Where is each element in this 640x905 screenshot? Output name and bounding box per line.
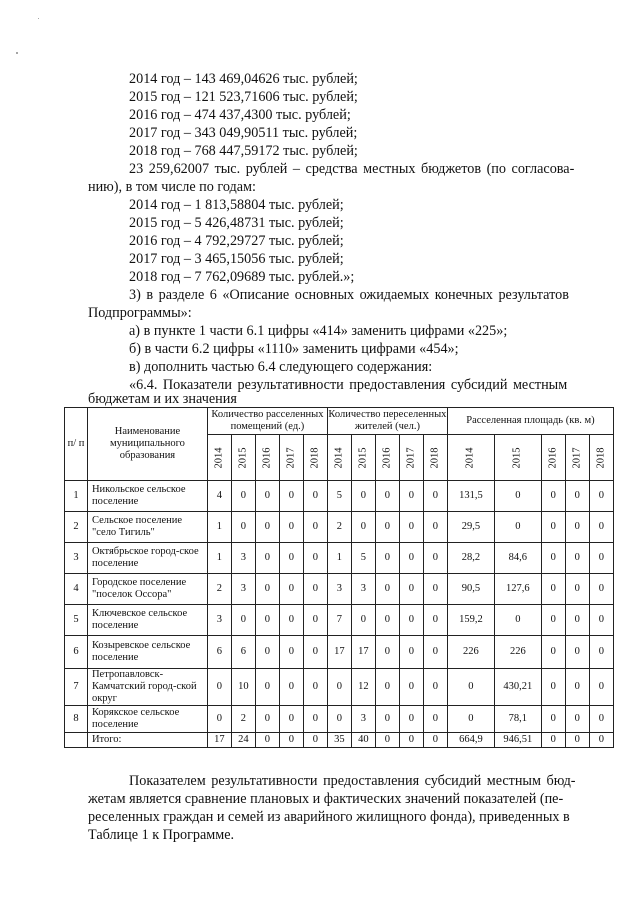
closing-line: Таблице 1 к Программе.: [88, 827, 235, 843]
value-cell: 0: [207, 706, 231, 733]
value-cell: 3: [327, 574, 351, 605]
value-cell: 0: [541, 574, 565, 605]
value-cell: 3: [231, 543, 255, 574]
table-row: [65, 481, 614, 512]
table-row: [65, 669, 614, 706]
municipality-name-cell: Корякское сельское поселение: [87, 706, 207, 733]
value-cell: 5: [351, 543, 375, 574]
year-header: 2017: [279, 435, 303, 481]
value-cell: 0: [541, 512, 565, 543]
value-cell: 0: [423, 669, 447, 706]
value-cell: 0: [399, 481, 423, 512]
value-cell: 0: [541, 605, 565, 636]
local-year-line: 2015 год – 5 426,48731 тыс. рублей;: [129, 215, 344, 231]
value-cell: 3: [351, 706, 375, 733]
value-cell: 0: [375, 669, 399, 706]
year-header: 2014: [327, 435, 351, 481]
value-cell: 0: [565, 512, 589, 543]
value-cell: 5: [327, 481, 351, 512]
value-cell: 3: [207, 605, 231, 636]
budget-year-line: 2018 год – 768 447,59172 тыс. рублей;: [129, 143, 358, 159]
value-cell: 0: [399, 574, 423, 605]
value-cell: 2: [207, 574, 231, 605]
value-cell: 0: [423, 636, 447, 669]
value-cell: 84,6: [494, 543, 541, 574]
value-cell: 0: [399, 706, 423, 733]
total-value-cell: 17: [207, 733, 231, 748]
value-cell: 0: [541, 706, 565, 733]
row-number-cell: 4: [65, 574, 88, 605]
value-cell: 127,6: [494, 574, 541, 605]
municipality-name-cell: Никольское сельское поселение: [87, 481, 207, 512]
value-cell: 0: [541, 636, 565, 669]
value-cell: 0: [231, 512, 255, 543]
total-value-cell: 0: [255, 733, 279, 748]
value-cell: 0: [494, 512, 541, 543]
closing-line: Показателем результативности предоставления субсидий местным бюд-: [129, 773, 576, 789]
section-3-line: Подпрограммы»:: [88, 305, 192, 321]
value-cell: 0: [207, 669, 231, 706]
total-value-cell: 0: [423, 733, 447, 748]
value-cell: 0: [255, 669, 279, 706]
year-header: 2016: [255, 435, 279, 481]
value-cell: 0: [375, 636, 399, 669]
value-cell: 4: [207, 481, 231, 512]
value-cell: 0: [255, 636, 279, 669]
value-cell: 0: [541, 543, 565, 574]
value-cell: 6: [231, 636, 255, 669]
municipality-name-cell: Городское поселение "поселок Оссора": [87, 574, 207, 605]
value-cell: 0: [565, 574, 589, 605]
value-cell: 0: [279, 574, 303, 605]
year-header: 2015: [351, 435, 375, 481]
table-heading: «6.4. Показатели результативности предоставления субсидий местным: [129, 377, 568, 393]
value-cell: 2: [327, 512, 351, 543]
value-cell: 0: [565, 605, 589, 636]
value-cell: 0: [565, 543, 589, 574]
municipality-name-cell: Козыревское сельское поселение: [87, 636, 207, 669]
value-cell: 0: [375, 512, 399, 543]
value-cell: 0: [279, 512, 303, 543]
table-row: [65, 543, 614, 574]
value-cell: 159,2: [447, 605, 494, 636]
value-cell: 131,5: [447, 481, 494, 512]
value-cell: 0: [565, 636, 589, 669]
value-cell: 0: [279, 636, 303, 669]
total-value-cell: 35: [327, 733, 351, 748]
value-cell: 226: [447, 636, 494, 669]
item-c: в) дополнить частью 6.4 следующего содержания:: [129, 359, 433, 375]
col-name-header: Наименование муниципального образования: [87, 408, 207, 481]
value-cell: 0: [327, 706, 351, 733]
total-value-cell: 40: [351, 733, 375, 748]
value-cell: 1: [327, 543, 351, 574]
value-cell: 0: [447, 706, 494, 733]
value-cell: 0: [351, 481, 375, 512]
value-cell: 0: [375, 574, 399, 605]
total-value-cell: 946,51: [494, 733, 541, 748]
value-cell: 0: [255, 512, 279, 543]
total-value-cell: 24: [231, 733, 255, 748]
local-year-line: 2018 год – 7 762,09689 тыс. рублей.»;: [129, 269, 355, 285]
year-header: 2016: [375, 435, 399, 481]
value-cell: 1: [207, 512, 231, 543]
municipality-name-cell: Октябрьское город-ское поселение: [87, 543, 207, 574]
value-cell: 0: [399, 636, 423, 669]
value-cell: 10: [231, 669, 255, 706]
budget-year-line: 2016 год – 474 437,4300 тыс. рублей;: [129, 107, 351, 123]
value-cell: 0: [589, 574, 613, 605]
municipality-name-cell: Сельское поселение "село Тигиль": [87, 512, 207, 543]
total-value-cell: 0: [399, 733, 423, 748]
value-cell: 0: [279, 706, 303, 733]
table-total-row: [65, 733, 614, 748]
value-cell: 0: [589, 669, 613, 706]
results-table: [64, 407, 614, 748]
value-cell: 7: [327, 605, 351, 636]
local-budget-line: нию), в том числе по годам:: [88, 179, 256, 195]
group-rooms-header: Количество расселенных помещений (ед.): [207, 408, 327, 435]
row-number-cell: 8: [65, 706, 88, 733]
value-cell: 0: [279, 669, 303, 706]
year-header: 2015: [494, 435, 541, 481]
year-header: 2017: [399, 435, 423, 481]
value-cell: 0: [399, 543, 423, 574]
value-cell: 0: [375, 605, 399, 636]
table-heading: бюджетам и их значения: [88, 391, 237, 407]
value-cell: 0: [303, 706, 327, 733]
value-cell: 0: [375, 543, 399, 574]
table-row: [65, 636, 614, 669]
local-year-line: 2014 год – 1 813,58804 тыс. рублей;: [129, 197, 344, 213]
scan-speck: [38, 18, 39, 19]
value-cell: 6: [207, 636, 231, 669]
value-cell: 0: [279, 605, 303, 636]
table-row: [65, 574, 614, 605]
local-budget-line: 23 259,62007 тыс. рублей – средства местных бюджетов (по согласова-: [129, 161, 575, 177]
year-header: 2018: [303, 435, 327, 481]
year-header: 2014: [207, 435, 231, 481]
value-cell: 0: [565, 669, 589, 706]
row-number-cell: 6: [65, 636, 88, 669]
value-cell: 0: [565, 706, 589, 733]
item-b: б) в части 6.2 цифры «1110» заменить цифрами «454»;: [129, 341, 459, 357]
year-header: 2014: [447, 435, 494, 481]
table-row: [65, 512, 614, 543]
total-value-cell: 0: [589, 733, 613, 748]
value-cell: 0: [447, 669, 494, 706]
value-cell: 0: [423, 481, 447, 512]
value-cell: 0: [494, 605, 541, 636]
value-cell: 0: [423, 605, 447, 636]
value-cell: 0: [589, 636, 613, 669]
year-header: 2017: [565, 435, 589, 481]
value-cell: 0: [375, 481, 399, 512]
value-cell: 0: [351, 605, 375, 636]
row-number-cell: 3: [65, 543, 88, 574]
value-cell: 0: [565, 481, 589, 512]
value-cell: 17: [351, 636, 375, 669]
value-cell: 0: [423, 543, 447, 574]
row-number-cell: 2: [65, 512, 88, 543]
value-cell: 0: [399, 669, 423, 706]
budget-year-line: 2014 год – 143 469,04626 тыс. рублей;: [129, 71, 358, 87]
total-number-cell: [65, 733, 88, 748]
group-residents-header: Количество переселенных жителей (чел.): [327, 408, 447, 435]
municipality-name-cell: Ключевское сельское поселение: [87, 605, 207, 636]
value-cell: 0: [303, 669, 327, 706]
value-cell: 1: [207, 543, 231, 574]
year-header: 2016: [541, 435, 565, 481]
value-cell: 0: [589, 605, 613, 636]
value-cell: 430,21: [494, 669, 541, 706]
row-number-cell: 5: [65, 605, 88, 636]
row-number-cell: 7: [65, 669, 88, 706]
value-cell: 29,5: [447, 512, 494, 543]
value-cell: 0: [541, 481, 565, 512]
value-cell: 0: [589, 543, 613, 574]
budget-year-line: 2017 год – 343 049,90511 тыс. рублей;: [129, 125, 358, 141]
total-value-cell: 664,9: [447, 733, 494, 748]
value-cell: 0: [255, 605, 279, 636]
total-value-cell: 0: [565, 733, 589, 748]
total-value-cell: 0: [541, 733, 565, 748]
year-header: 2018: [589, 435, 613, 481]
value-cell: 3: [231, 574, 255, 605]
scan-speck: [16, 52, 18, 54]
section-3-line: 3) в разделе 6 «Описание основных ожидаемых конечных результатов: [129, 287, 569, 303]
value-cell: 0: [541, 669, 565, 706]
value-cell: 0: [303, 543, 327, 574]
closing-line: жетам является сравнение плановых и фактических значений показателей (пе-: [88, 791, 564, 807]
total-value-cell: 0: [279, 733, 303, 748]
value-cell: 12: [351, 669, 375, 706]
value-cell: 0: [231, 605, 255, 636]
year-header: 2018: [423, 435, 447, 481]
value-cell: 0: [303, 605, 327, 636]
table-row: [65, 706, 614, 733]
value-cell: 0: [303, 574, 327, 605]
year-header: 2015: [231, 435, 255, 481]
value-cell: 0: [255, 481, 279, 512]
value-cell: 0: [589, 481, 613, 512]
value-cell: 3: [351, 574, 375, 605]
value-cell: 0: [375, 706, 399, 733]
col-number-header: п/ п: [65, 408, 88, 481]
value-cell: 0: [423, 574, 447, 605]
value-cell: 28,2: [447, 543, 494, 574]
value-cell: 0: [303, 636, 327, 669]
value-cell: 17: [327, 636, 351, 669]
total-value-cell: 0: [375, 733, 399, 748]
total-label: Итого:: [87, 733, 207, 748]
value-cell: 226: [494, 636, 541, 669]
total-value-cell: 0: [303, 733, 327, 748]
value-cell: 0: [351, 512, 375, 543]
row-number-cell: 1: [65, 481, 88, 512]
value-cell: 0: [327, 669, 351, 706]
value-cell: 0: [279, 481, 303, 512]
value-cell: 0: [279, 543, 303, 574]
municipality-name-cell: Петропавловск-Камчатский город-ской округ: [87, 669, 207, 706]
value-cell: 0: [255, 706, 279, 733]
group-area-header: Расселенная площадь (кв. м): [447, 408, 613, 435]
value-cell: 0: [494, 481, 541, 512]
value-cell: 0: [399, 512, 423, 543]
value-cell: 78,1: [494, 706, 541, 733]
value-cell: 0: [231, 481, 255, 512]
closing-line: реселенных граждан и семей из аварийного жилищного фонда), приведенных в: [88, 809, 570, 825]
table-row: [65, 605, 614, 636]
value-cell: 0: [423, 512, 447, 543]
value-cell: 0: [589, 706, 613, 733]
value-cell: 0: [399, 605, 423, 636]
value-cell: 0: [423, 706, 447, 733]
item-a: а) в пункте 1 части 6.1 цифры «414» заменить цифрами «225»;: [129, 323, 508, 339]
value-cell: 2: [231, 706, 255, 733]
value-cell: 0: [255, 543, 279, 574]
value-cell: 90,5: [447, 574, 494, 605]
value-cell: 0: [303, 512, 327, 543]
local-year-line: 2017 год – 3 465,15056 тыс. рублей;: [129, 251, 344, 267]
local-year-line: 2016 год – 4 792,29727 тыс. рублей;: [129, 233, 344, 249]
value-cell: 0: [589, 512, 613, 543]
table-body: [65, 481, 614, 733]
value-cell: 0: [303, 481, 327, 512]
budget-year-line: 2015 год – 121 523,71606 тыс. рублей;: [129, 89, 358, 105]
value-cell: 0: [255, 574, 279, 605]
